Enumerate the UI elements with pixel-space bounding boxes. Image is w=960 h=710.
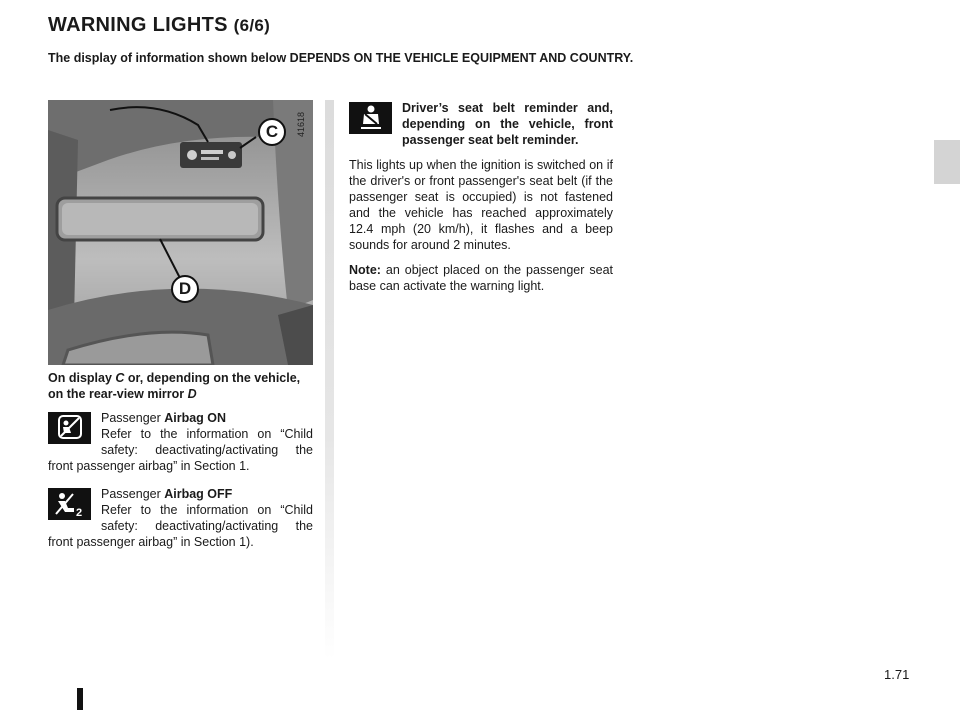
section-tab — [934, 140, 960, 184]
column-divider — [325, 100, 334, 660]
corner-mark — [77, 688, 83, 710]
page-number: 1.71 — [884, 667, 910, 682]
seatbelt-heading: Driver’s seat belt reminder and, depending on the vehicle, front passenger seat belt reminder. — [349, 100, 613, 148]
page-title-suffix: (6/6) — [233, 16, 271, 35]
figure-reference-number: 41618 — [296, 111, 306, 137]
callout-d: D — [171, 275, 199, 303]
callout-c: C — [258, 118, 286, 146]
airbag-on-icon — [48, 412, 91, 444]
airbag-on-entry: Passenger Airbag ON Refer to the information on “Child safety: deactivating/activating the front passenger airbag” in Section 1. — [48, 411, 313, 473]
seatbelt-icon — [349, 102, 392, 134]
page-title: WARNING LIGHTS (6/6) — [48, 14, 271, 36]
figure-caption: On display C or, depending on the vehicle, on the rear-view mirror D — [48, 371, 301, 401]
seatbelt-reminder-section — [349, 100, 613, 303]
airbag-off-icon — [48, 488, 91, 520]
intro-text: The display of information shown below DEPENDS ON THE VEHICLE EQUIPMENT AND COUNTRY. — [48, 51, 634, 65]
airbag-off-entry: 2 Passenger Airbag OFF Refer to the information on “Child safety: deactivating/activating the front passenger airbag” in Section 1). — [48, 487, 313, 549]
svg-text:2: 2 — [75, 507, 82, 518]
seatbelt-note: Note: an object placed on the passenger seat base can activate the warning light. — [349, 263, 613, 293]
seatbelt-body: This lights up when the ignition is switched on if the driver's or front passenger's seat belt (if the passenger seat is occupied) is not fastened and the vehicle has reached approximately 12.4 mph (20 km/h), it flashes and a beep sounds for around 2 minutes. — [349, 158, 613, 252]
interior-photo — [48, 100, 313, 365]
